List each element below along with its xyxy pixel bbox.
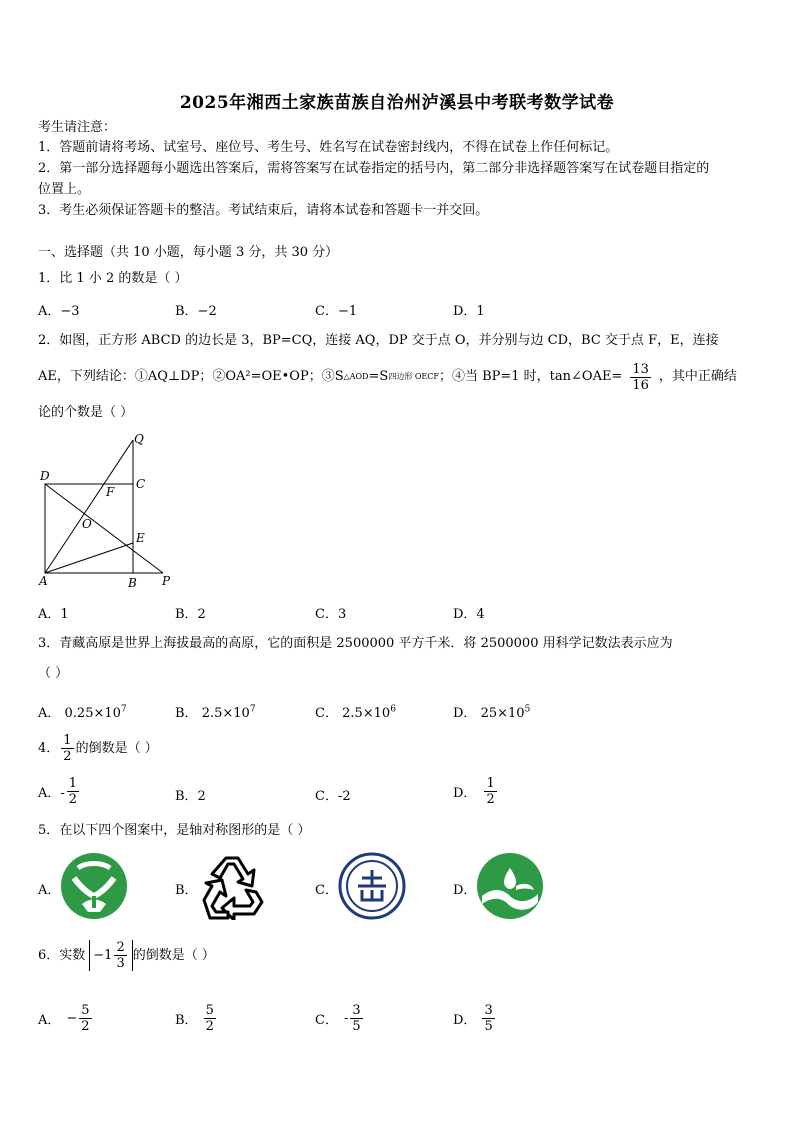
- q3-stem: 3．青藏高原是世界上海拔最高的高原，它的面积是 2500000 平方千米．将 2500000 用科学记数法表示应为: [38, 636, 673, 651]
- q3-paren: （ ）: [38, 666, 69, 681]
- q2-geometry-figure: [36, 430, 186, 592]
- q5-option-d-label[interactable]: D．: [453, 883, 477, 898]
- q1-option-a[interactable]: A．−3: [38, 304, 80, 319]
- notice-heading: 考生请注意：: [38, 120, 117, 135]
- q4-option-b[interactable]: B．2: [175, 789, 206, 804]
- q6-option-d[interactable]: D． $\frac{3}{5}$: [453, 1003, 493, 1034]
- q2-option-d[interactable]: D．4: [453, 607, 485, 622]
- page-title: 2025年湘西土家族苗族自治州泸溪县中考联考数学试卷: [179, 93, 615, 113]
- q2-line2-a: AE，下列结论：①AQ⊥DP；②OA²=OE•OP；③S: [38, 369, 344, 384]
- notice-item-2-cont: 位置上。: [38, 182, 91, 197]
- q2-option-b[interactable]: B．2: [175, 607, 206, 622]
- q5-stem: 5．在以下四个图案中，是轴对称图形的是（ ）: [38, 823, 311, 838]
- q4-stem: 4． $\frac{1}{2}$ 的倒数是（ ）: [38, 733, 158, 764]
- line-ae: [45, 543, 133, 573]
- section-heading: 一、选择题（共 10 小题，每小题 3 分，共 30 分）: [38, 245, 339, 260]
- q2-line2: [38, 357, 737, 397]
- q6-option-b[interactable]: B． $\frac{5}{2}$: [175, 1003, 214, 1034]
- line-aq: [45, 440, 133, 573]
- q4-option-a[interactable]: A．- $\frac{1}{2}$: [38, 776, 78, 807]
- q5-option-b-recycle-icon[interactable]: [198, 852, 266, 920]
- q2-line2-d: ，其中正确结: [658, 369, 737, 384]
- q1-stem: 1．比 1 小 2 的数是（ ）: [38, 271, 188, 286]
- label-f: F: [106, 485, 115, 499]
- q5-option-c-round-logo[interactable]: [338, 852, 406, 920]
- q1-option-b[interactable]: B．−2: [175, 304, 217, 319]
- q4-option-d[interactable]: D． $\frac{1}{2}$: [453, 776, 495, 807]
- q6-absolute-value: −1 $\frac{2}{3}$: [89, 940, 132, 971]
- label-p: P: [162, 574, 171, 588]
- q2-option-a[interactable]: A．1: [38, 607, 69, 622]
- q3-option-c[interactable]: C． $2.5\times 10^6$: [315, 704, 396, 721]
- q6-option-a[interactable]: A． − $\frac{5}{2}$: [38, 1003, 90, 1034]
- q4-option-c[interactable]: C．-2: [315, 789, 351, 804]
- q5-option-a-label[interactable]: A．: [38, 883, 61, 898]
- label-o: O: [82, 517, 92, 531]
- label-a: A: [39, 574, 48, 588]
- label-e: E: [136, 531, 145, 545]
- q5-option-a-icon-green-logo[interactable]: [60, 852, 128, 920]
- q1-option-c[interactable]: C．−1: [315, 304, 358, 319]
- q2-line2-b: =S: [368, 369, 389, 384]
- label-d: D: [40, 469, 50, 483]
- q3-option-b[interactable]: B． $2.5\times 10^7$: [175, 704, 256, 721]
- notice-item-2: 2．第一部分选择题每小题选出答案后，需将答案写在试卷指定的括号内，第二部分非选择题答案写在试卷题目指定的: [38, 161, 710, 176]
- q6-option-c[interactable]: C． - $\frac{3}{5}$: [315, 1003, 361, 1034]
- q2-fraction: $\frac{13}{16}$: [632, 361, 649, 393]
- q2-option-c[interactable]: C．3: [315, 607, 347, 622]
- q2-line3: 论的个数是（ ）: [38, 405, 134, 420]
- line-dp: [45, 484, 163, 573]
- q5-option-b-label[interactable]: B．: [175, 883, 198, 898]
- notice-item-3: 3．考生必须保证答题卡的整洁。考试结束后，请将本试卷和答题卡一并交回。: [38, 203, 489, 218]
- q3-option-d[interactable]: D． $25\times 10^5$: [453, 704, 531, 721]
- label-c: C: [136, 477, 146, 491]
- q3-option-a[interactable]: A． $0.25\times 10^7$: [38, 704, 127, 721]
- q1-option-d[interactable]: D．1: [453, 304, 485, 319]
- q2-line1: 2．如图，正方形 ABCD 的边长是 3，BP=CQ，连接 AQ，DP 交于点 O，并分别与边 CD，BC 交于点 F，E，连接: [38, 333, 719, 348]
- q2-line2-c: ；④当 BP=1 时，tan∠OAE=: [438, 369, 623, 384]
- notice-item-1: 1．答题前请将考场、试室号、座位号、考生号、姓名写在试卷密封线内，不得在试卷上作任何标记。: [38, 140, 619, 155]
- label-q: Q: [134, 432, 144, 446]
- q4-fraction: $\frac{1}{2}$: [63, 733, 72, 764]
- q5-option-c-label[interactable]: C．: [315, 883, 338, 898]
- q2-sub-aod: △AOD: [343, 372, 369, 381]
- q2-sub-oecf: 四边形 OECF: [388, 372, 439, 381]
- label-b: B: [128, 576, 137, 590]
- q6-stem: 6．实数 −1 $\frac{2}{3}$ 的倒数是（ ）: [38, 940, 215, 971]
- q5-option-d-green-logo[interactable]: [476, 852, 544, 920]
